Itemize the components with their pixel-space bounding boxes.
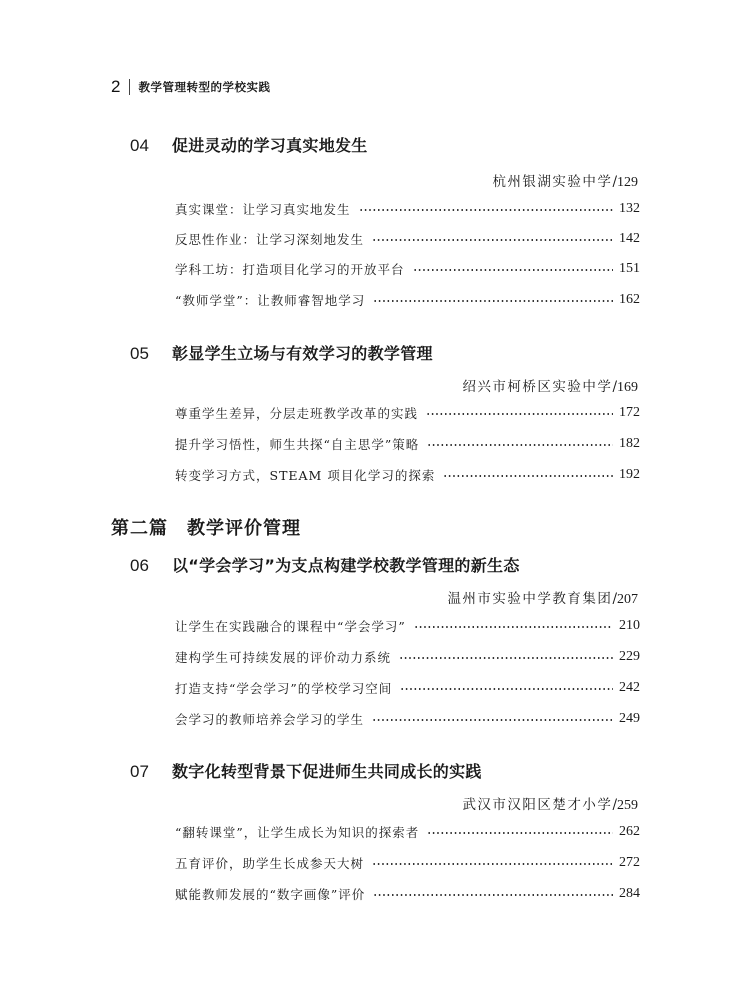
entry-page: 242: [619, 680, 640, 695]
entry-title: 赋能教师发展的“数字画像”评价: [175, 887, 366, 902]
toc-entry[interactable]: [175, 228, 640, 250]
chapter-school: [462, 793, 638, 814]
chapter-title[interactable]: [130, 341, 433, 364]
dot-leader: [427, 832, 613, 834]
dot-leader: [372, 719, 613, 721]
entry-title: 打造支持“学会学习”的学校学习空间: [175, 681, 393, 696]
dot-leader: [443, 475, 613, 477]
chapter-number: 05: [130, 344, 149, 363]
school-slash: /: [612, 379, 617, 395]
entry-title: 转变学习方式，STEAM 项目化学习的探索: [175, 468, 436, 483]
dot-leader: [399, 657, 613, 659]
chapter-school: [447, 587, 638, 608]
chapter-number: 06: [130, 556, 149, 575]
toc-entry[interactable]: [175, 883, 640, 905]
dot-leader: [372, 239, 613, 241]
entry-title: 学科工坊：打造项目化学习的开放平台: [175, 262, 405, 277]
entry-title: 会学习的教师培养会学习的学生: [175, 712, 365, 727]
entry-title: 建构学生可持续发展的评价动力系统: [175, 650, 392, 665]
dot-leader: [414, 626, 613, 628]
school-slash: /: [612, 797, 617, 813]
entry-title: 真实课堂：让学习真实地发生: [175, 202, 351, 217]
chapter-school: [492, 170, 638, 191]
chapter-title-text: 数字化转型背景下促进师生共同成长的实践: [172, 762, 482, 781]
toc-entry[interactable]: [175, 615, 640, 637]
entry-title: 让学生在实践融合的课程中“学会学习”: [175, 619, 406, 634]
chapter-number: 04: [130, 136, 149, 155]
dot-leader: [373, 894, 613, 896]
toc-entry[interactable]: [175, 646, 640, 668]
toc-entry[interactable]: [175, 708, 640, 730]
entry-page: 172: [619, 405, 640, 420]
toc-entry[interactable]: [175, 433, 640, 455]
toc-entry[interactable]: [175, 402, 640, 424]
chapter-title[interactable]: [130, 553, 520, 576]
chapter-title-text: 以“学会学习”为支点构建学校教学管理的新生态: [172, 556, 520, 575]
dot-leader: [427, 444, 613, 446]
entry-title: 五育评价，助学生长成参天大树: [175, 856, 365, 871]
toc-entry[interactable]: [175, 289, 640, 311]
entry-title: 提升学习悟性，师生共探“自主思学”策略: [175, 437, 420, 452]
entry-page: 284: [619, 886, 640, 901]
running-header: [111, 76, 270, 98]
chapter-title-text: 彰显学生立场与有效学习的教学管理: [172, 344, 433, 363]
toc-entry[interactable]: [175, 464, 640, 486]
school-name: 杭州银湖实验中学: [492, 174, 613, 190]
entry-page: 272: [619, 855, 640, 870]
dot-leader: [400, 688, 613, 690]
chapter-page-number: 207: [617, 592, 638, 607]
school-name: 绍兴市柯桥区实验中学: [462, 379, 613, 395]
entry-title: “教师学堂”：让教师睿智地学习: [175, 293, 366, 308]
entry-page: 192: [619, 467, 640, 482]
toc-entry[interactable]: [175, 258, 640, 280]
chapter-page-number: 169: [617, 380, 638, 395]
entry-title: 尊重学生差异，分层走班教学改革的实践: [175, 406, 419, 421]
chapter-title[interactable]: [130, 133, 368, 156]
school-slash: /: [612, 591, 617, 607]
entry-page: 151: [619, 261, 640, 276]
entry-title: “翻转课堂”，让学生成长为知识的探索者: [175, 825, 420, 840]
chapter-school: [462, 375, 638, 396]
section-heading: 第二篇 教学评价管理: [111, 518, 301, 539]
toc-entry[interactable]: [175, 852, 640, 874]
dot-leader: [372, 863, 613, 865]
header-divider: [129, 79, 130, 95]
chapter-page-number: 129: [617, 175, 638, 190]
entry-page: 249: [619, 711, 640, 726]
dot-leader: [413, 269, 613, 271]
toc-entry[interactable]: [175, 677, 640, 699]
school-slash: /: [612, 174, 617, 190]
dot-leader: [359, 209, 613, 211]
chapter-title[interactable]: [130, 759, 482, 782]
school-name: 武汉市汉阳区楚才小学: [462, 797, 613, 813]
dot-leader: [426, 413, 613, 415]
entry-title: 反思性作业：让学习深刻地发生: [175, 232, 365, 247]
entry-page: 162: [619, 292, 640, 307]
entry-page: 132: [619, 201, 640, 216]
entry-page: 262: [619, 824, 640, 839]
page-number: 2: [111, 77, 121, 96]
entry-page: 210: [619, 618, 640, 633]
chapter-number: 07: [130, 762, 149, 781]
chapter-title-text: 促进灵动的学习真实地发生: [172, 136, 368, 155]
entry-page: 142: [619, 231, 640, 246]
dot-leader: [373, 300, 613, 302]
entry-page: 182: [619, 436, 640, 451]
chapter-page-number: 259: [617, 798, 638, 813]
school-name: 温州市实验中学教育集团: [447, 591, 613, 607]
toc-entry[interactable]: [175, 821, 640, 843]
book-title: 教学管理转型的学校实践: [138, 80, 271, 94]
entry-page: 229: [619, 649, 640, 664]
toc-entry[interactable]: [175, 198, 640, 220]
